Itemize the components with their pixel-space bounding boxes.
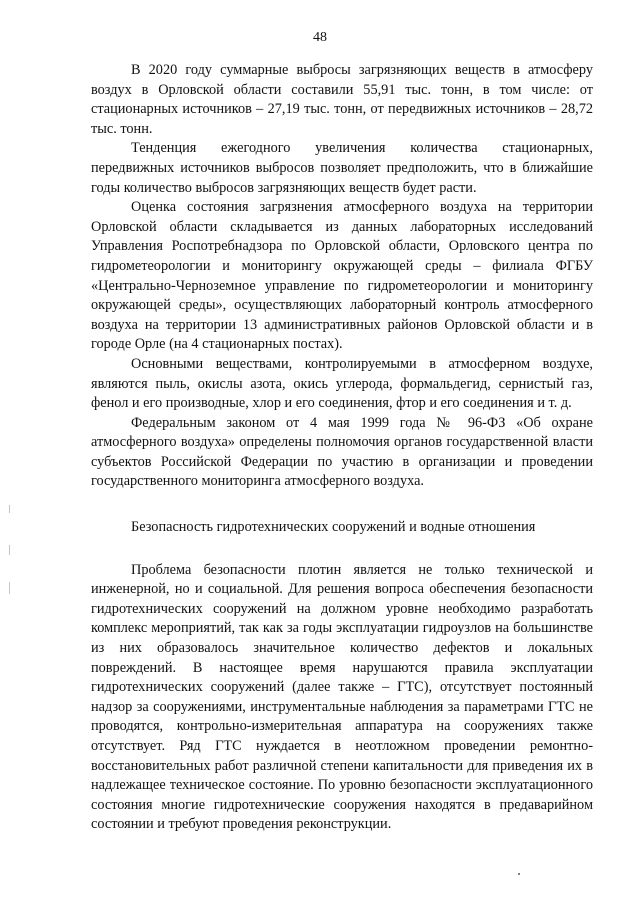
paragraph-emissions-trend: Тенденция ежегодного увеличения количества стационарных, передвижных источников выбросов позволяет предположить, что в ближайшие годы количество выбросов загрязняющих веществ будет расти.	[91, 140, 593, 196]
scan-margin-mark	[9, 582, 10, 594]
page-number: 48	[313, 30, 327, 45]
paragraph-dam-safety: Проблема безопасности плотин является не только технической и инженерной, но и социальной. Для решения вопроса обеспечения безопасности гидротехнических сооружений на должном уровне необходимо разработать комплекс мероприятий, так как за годы эксплуатации гидроузлов на большинстве из них образовалось значительное количество дефектов и локальных повреждений. В настоящее время нарушаются правила эксплуатации гидротехнических сооружений (далее также – ГТС), отсутствует постоянный надзор за сооружениями, инструментальные наблюдения за параметрами ГТС не проводятся, контрольно-измерительная аппаратура на сооружениях также отсутствует. Ряд ГТС нуждается в неотложном проведении ремонтно-восстановительных работ различной степени капитальности для приведения их в надлежащее техническое состояние. По уровню безопасности эксплуатационного состояния многие гидротехнические сооружения находятся в предаварийном состоянии и требуют проведения реконструкции.	[91, 561, 593, 833]
section-heading: Безопасность гидротехнических сооружений и водные отношения	[131, 519, 536, 536]
paragraph-monitored-substances: Основными веществами, контролируемыми в атмосферном воздухе, являются пыль, окислы азота, окись углерода, формальдегид, сернистый газ, фенол и его производные, хлор и его соединения, фтор и его соединения и т. д.	[91, 355, 593, 412]
paragraph-air-monitoring: Оценка состояния загрязнения атмосферного воздуха на территории Орловской области складывается из данных лабораторных исследований Управления Роспотребнадзора по Орловской области, Орловского центра по гидрометеорологии и мониторингу окружающей среды – филиала ФГБУ «Центрально-Черноземное управление по гидрометеорологии и мониторингу окружающей среды», осуществляющих лабораторный контроль атмосферного воздуха на территории 13 административных районов Орловской области и в городе Орле (на 4 стационарных постах).	[91, 199, 593, 353]
scan-speck	[518, 873, 520, 875]
paragraph-emissions-2020: В 2020 году суммарные выбросы загрязняющих веществ в атмосферу воздух в Орловской области составили 55,91 тыс. тонн, в том числе: от стационарных источников – 27,19 тыс. тонн, от передвижных источников – 28,72 тыс. тонн.	[91, 62, 593, 137]
scan-margin-mark	[9, 545, 10, 555]
document-body	[91, 61, 593, 835]
paragraph-federal-law: Федеральным законом от 4 мая 1999 года № 96-ФЗ «Об охране атмосферного воздуха» определены полномочия органов государственной власти субъектов Российской Федерации по участию в организации и проведении государственного мониторинга атмосферного воздуха.	[91, 414, 593, 490]
scan-margin-mark	[9, 505, 10, 513]
